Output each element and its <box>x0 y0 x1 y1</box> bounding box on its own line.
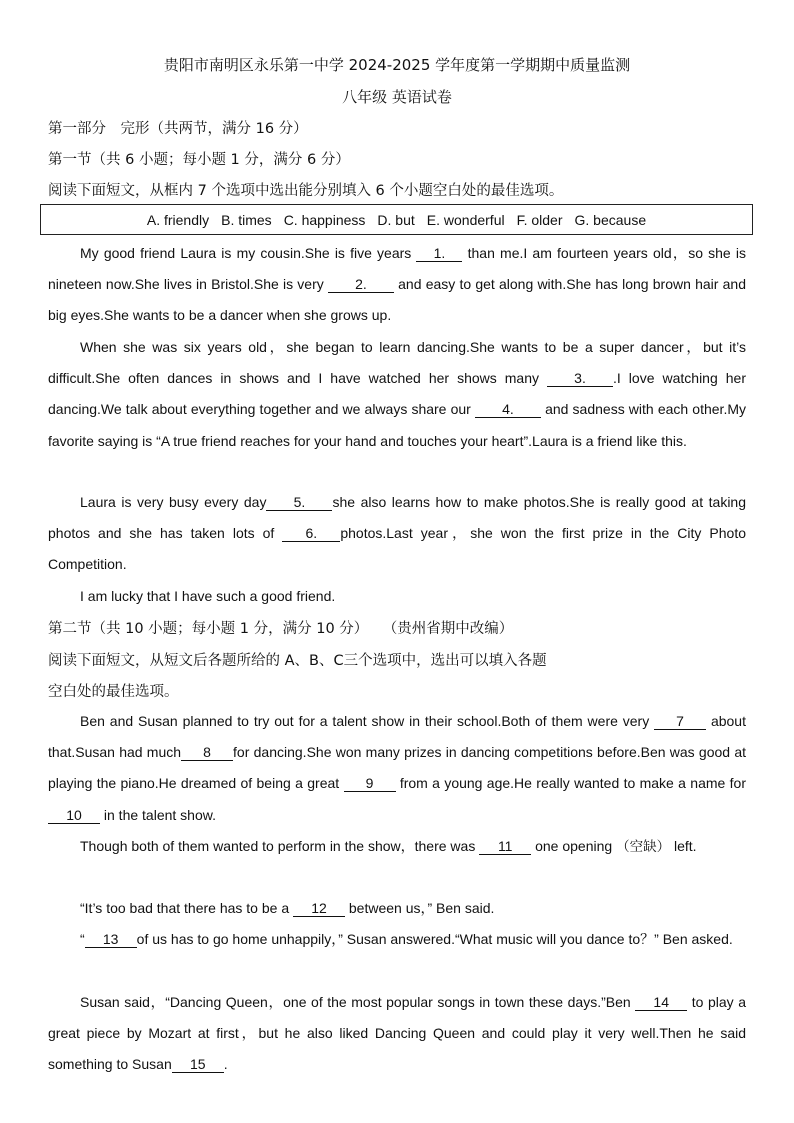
option-d: D. but <box>377 211 415 228</box>
blank-14: 14 <box>635 995 687 1011</box>
passage2-paragraph-2 <box>48 831 746 863</box>
blank-1: 1. <box>416 246 462 262</box>
passage2-paragraph-1 <box>48 706 746 831</box>
passage2-paragraph-3 <box>48 893 746 924</box>
blank-4: 4. <box>475 402 541 418</box>
text-run: and sadness with each other.My favorite saying is “A true friend reaches for your hand and touches your heart”.Laura is a friend like this. <box>48 401 746 449</box>
part1-heading: 第一部分 完形（共两节，满分 16 分） <box>48 121 308 137</box>
text-run: Though both of them wanted to perform in the show，there was <box>80 838 480 854</box>
text-run: “ <box>80 931 85 947</box>
blank-15: 15 <box>172 1057 224 1073</box>
blank-11: 11 <box>479 839 531 855</box>
section1-heading: 第一节（共 6 小题；每小题 1 分，满分 6 分） <box>48 152 350 168</box>
blank-6: 6. <box>282 526 340 542</box>
exam-title: 贵阳市南明区永乐第一中学 2024-2025 学年度第一学期期中质量监测 <box>163 56 631 74</box>
text-run: to play a great piece by Mozart at first，but he also liked Dancing Queen and could play it very well.Then he said something to Susan <box>48 994 746 1073</box>
blank-3: 3. <box>547 371 613 387</box>
blank-7: 7 <box>654 714 706 730</box>
option-c: C. happiness <box>283 211 366 228</box>
option-e: E. wonderful <box>426 211 505 228</box>
text-run: photos.Last year，she won the first prize in the City Photo Competition. <box>48 525 746 573</box>
blank-10: 10 <box>48 808 100 824</box>
blank-2: 2. <box>328 277 394 293</box>
section1-instruction: 阅读下面短文，从框内 7 个选项中选出能分别填入 6 个小题空白处的最佳选项。 <box>48 183 564 199</box>
text-run: .I love watching her dancing.We talk about everything together and we always share our <box>48 370 746 418</box>
text-run: in the talent show. <box>100 806 216 823</box>
text-run: than me.I am fourteen years old，so she is nineteen now.She lives in Bristol.She is very <box>48 245 746 293</box>
passage2-paragraph-4 <box>48 924 746 955</box>
passage1-paragraph-1 <box>48 238 746 332</box>
blank-8: 8 <box>181 745 233 761</box>
text-run: “It’s too bad that there has to be a <box>80 900 293 916</box>
text-run: Ben and Susan planned to try out for a talent show in their school.Both of them were very <box>80 713 655 729</box>
option-f: F. older <box>516 211 563 228</box>
option-b: B. times <box>221 211 272 228</box>
text-run: about that.Susan had much <box>48 713 746 761</box>
section2-heading: 第二节（共 10 小题；每小题 1 分，满分 10 分） （贵州省期中改编） <box>48 621 514 637</box>
blank-9: 9 <box>344 776 396 792</box>
blank-13: 13 <box>85 932 137 948</box>
text-run: between us，” Ben said. <box>345 900 495 916</box>
text-run: left. <box>670 838 697 854</box>
text-run: Laura is very busy every day <box>80 494 267 510</box>
text-run: When she was six years old，she began to learn dancing.She wants to be a super dancer，but it’s difficult.She often dances in shows and I have watched her shows many <box>48 339 746 387</box>
section2-instruction-1: 阅读下面短文，从短文后各题所给的 A、B、C三个选项中，选出可以填入各题 <box>48 653 547 669</box>
text-run: from a young age.He really wanted to make a name for <box>395 775 746 792</box>
blank-12: 12 <box>293 901 345 917</box>
text-run: . <box>223 1056 228 1073</box>
passage1-paragraph-4: I am lucky that I have such a good friend. <box>80 588 336 604</box>
exam-subtitle: 八年级 英语试卷 <box>342 88 452 106</box>
option-g: G. because <box>574 211 647 228</box>
text-run: My good friend Laura is my cousin.She is five years <box>80 245 417 261</box>
text-run: one opening <box>531 838 617 854</box>
text-run: of us has to go home unhappily，” Susan answered.“What music will you dance to？” Ben asked. <box>136 931 733 947</box>
text-run: she also learns how to make photos.She is really good at taking photos and she has taken lots of <box>48 494 746 542</box>
options-box <box>40 204 753 235</box>
section2-instruction-2: 空白处的最佳选项。 <box>48 684 179 700</box>
text-run: Susan said，“Dancing Queen，one of the most popular songs in town these days.”Ben <box>80 994 636 1010</box>
blank-5: 5. <box>266 495 332 511</box>
text-run: for dancing.She won many prizes in dancing competitions before.Ben was good at playing the piano.He dreamed of being a great <box>48 744 746 792</box>
passage1-paragraph-2 <box>48 332 746 457</box>
passage1-paragraph-3 <box>48 487 746 581</box>
text-run: （空缺） <box>616 839 671 855</box>
option-a: A. friendly <box>146 211 210 228</box>
text-run: and easy to get along with.She has long brown hair and big eyes.She wants to be a dancer when she grows up. <box>48 276 746 324</box>
passage2-paragraph-5 <box>48 987 746 1081</box>
